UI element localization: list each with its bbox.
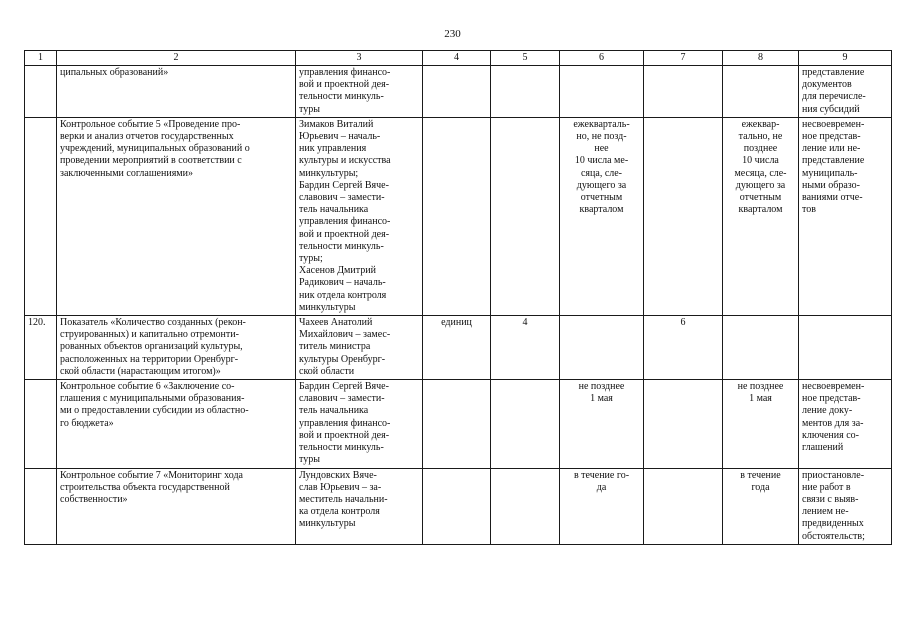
row-number-cell xyxy=(25,66,57,118)
value-cell-7 xyxy=(644,468,723,544)
unit-cell xyxy=(423,468,491,544)
deadline-cell-8 xyxy=(723,316,799,380)
risk-cell: несвоевремен- ное представ- ление или не- представление муниципаль- ными образо- ваниями отче- тов xyxy=(799,117,892,315)
column-header-5: 5 xyxy=(491,51,560,66)
value-cell-5 xyxy=(491,66,560,118)
responsible-person-cell: Лундовских Вяче- слав Юрьевич – за- меститель начальни- ка отдела контроля минкультуры xyxy=(296,468,423,544)
responsible-person-cell: управления финансо- вой и проектной дея- тельности минкуль- туры xyxy=(296,66,423,118)
risk-cell: несвоевремен- ное представ- ление доку- ментов для за- ключения со- глашений xyxy=(799,380,892,468)
activity-name-cell: Показатель «Количество созданных (рекон- струированных) и капитально отремонти- рованных объектов организаций культуры, расположенных на территории Оренбург- ской области (нарастающим итогом)» xyxy=(57,316,296,380)
column-header-2: 2 xyxy=(57,51,296,66)
deadline-cell-6 xyxy=(560,66,644,118)
unit-cell: единиц xyxy=(423,316,491,380)
value-cell-5 xyxy=(491,380,560,468)
activity-name-cell: Контрольное событие 5 «Проведение про- верки и анализ отчетов государственных учреждений, муниципальных образований о проведении мероприятий в соответствии с заключенными соглашениями» xyxy=(57,117,296,315)
deadline-cell-8: в течение года xyxy=(723,468,799,544)
column-header-1: 1 xyxy=(25,51,57,66)
risk-cell: приостановле- ние работ в связи с выяв- лением не- предвиденных обстоятельств; xyxy=(799,468,892,544)
responsible-person-cell: Чахеев Анатолий Михайлович – замес- титель министра культуры Оренбург- ской области xyxy=(296,316,423,380)
value-cell-7 xyxy=(644,66,723,118)
column-header-4: 4 xyxy=(423,51,491,66)
row-number-cell xyxy=(25,117,57,315)
row-number-cell xyxy=(25,468,57,544)
value-cell-7: 6 xyxy=(644,316,723,380)
deadline-cell-6: не позднее 1 мая xyxy=(560,380,644,468)
row-number-cell: 120. xyxy=(25,316,57,380)
risk-cell xyxy=(799,316,892,380)
deadline-cell-8: ежеквар- тально, не позднее 10 числа месяца, сле- дующего за отчетным кварталом xyxy=(723,117,799,315)
unit-cell xyxy=(423,66,491,118)
table-row xyxy=(25,468,892,544)
activity-name-cell: Контрольное событие 7 «Мониторинг хода строительства объекта государственной собственности» xyxy=(57,468,296,544)
table-row xyxy=(25,316,892,380)
page-number: 230 xyxy=(444,28,461,40)
column-header-3: 3 xyxy=(296,51,423,66)
risk-cell: представление документов для перечисле- ния субсидий xyxy=(799,66,892,118)
value-cell-5 xyxy=(491,117,560,315)
responsible-person-cell: Бардин Сергей Вяче- славович – замести- тель начальника управления финансо- вой и проектной дея- тельности минкуль- туры xyxy=(296,380,423,468)
responsible-person-cell: Зимаков Виталий Юрьевич – началь- ник управления культуры и искусства минкультуры; Бардин Сергей Вяче- славович – замести- тель начальника управления финансо- вой и проектной дея- тельности минкуль- туры; Хасенов Дмитрий Радикович – началь- ник отдела контроля минкультуры xyxy=(296,117,423,315)
activity-name-cell: Контрольное событие 6 «Заключение со- глашения с муниципальными образования- ми о предоставлении субсидии из областно- го бюджета» xyxy=(57,380,296,468)
table-header-row xyxy=(25,51,892,66)
value-cell-5 xyxy=(491,468,560,544)
row-number-cell xyxy=(25,380,57,468)
unit-cell xyxy=(423,380,491,468)
value-cell-7 xyxy=(644,117,723,315)
value-cell-7 xyxy=(644,380,723,468)
value-cell-5: 4 xyxy=(491,316,560,380)
deadline-cell-8: не позднее 1 мая xyxy=(723,380,799,468)
table-row xyxy=(25,66,892,118)
deadline-cell-8 xyxy=(723,66,799,118)
table-row xyxy=(25,117,892,315)
deadline-cell-6: в течение го- да xyxy=(560,468,644,544)
column-header-6: 6 xyxy=(560,51,644,66)
activity-name-cell: ципальных образований» xyxy=(57,66,296,118)
table-row xyxy=(25,380,892,468)
column-header-7: 7 xyxy=(644,51,723,66)
document-table xyxy=(24,50,892,545)
column-header-8: 8 xyxy=(723,51,799,66)
column-header-9: 9 xyxy=(799,51,892,66)
deadline-cell-6 xyxy=(560,316,644,380)
deadline-cell-6: ежекварталь- но, не позд- нее 10 числа ме- сяца, сле- дующего за отчетным кварталом xyxy=(560,117,644,315)
unit-cell xyxy=(423,117,491,315)
